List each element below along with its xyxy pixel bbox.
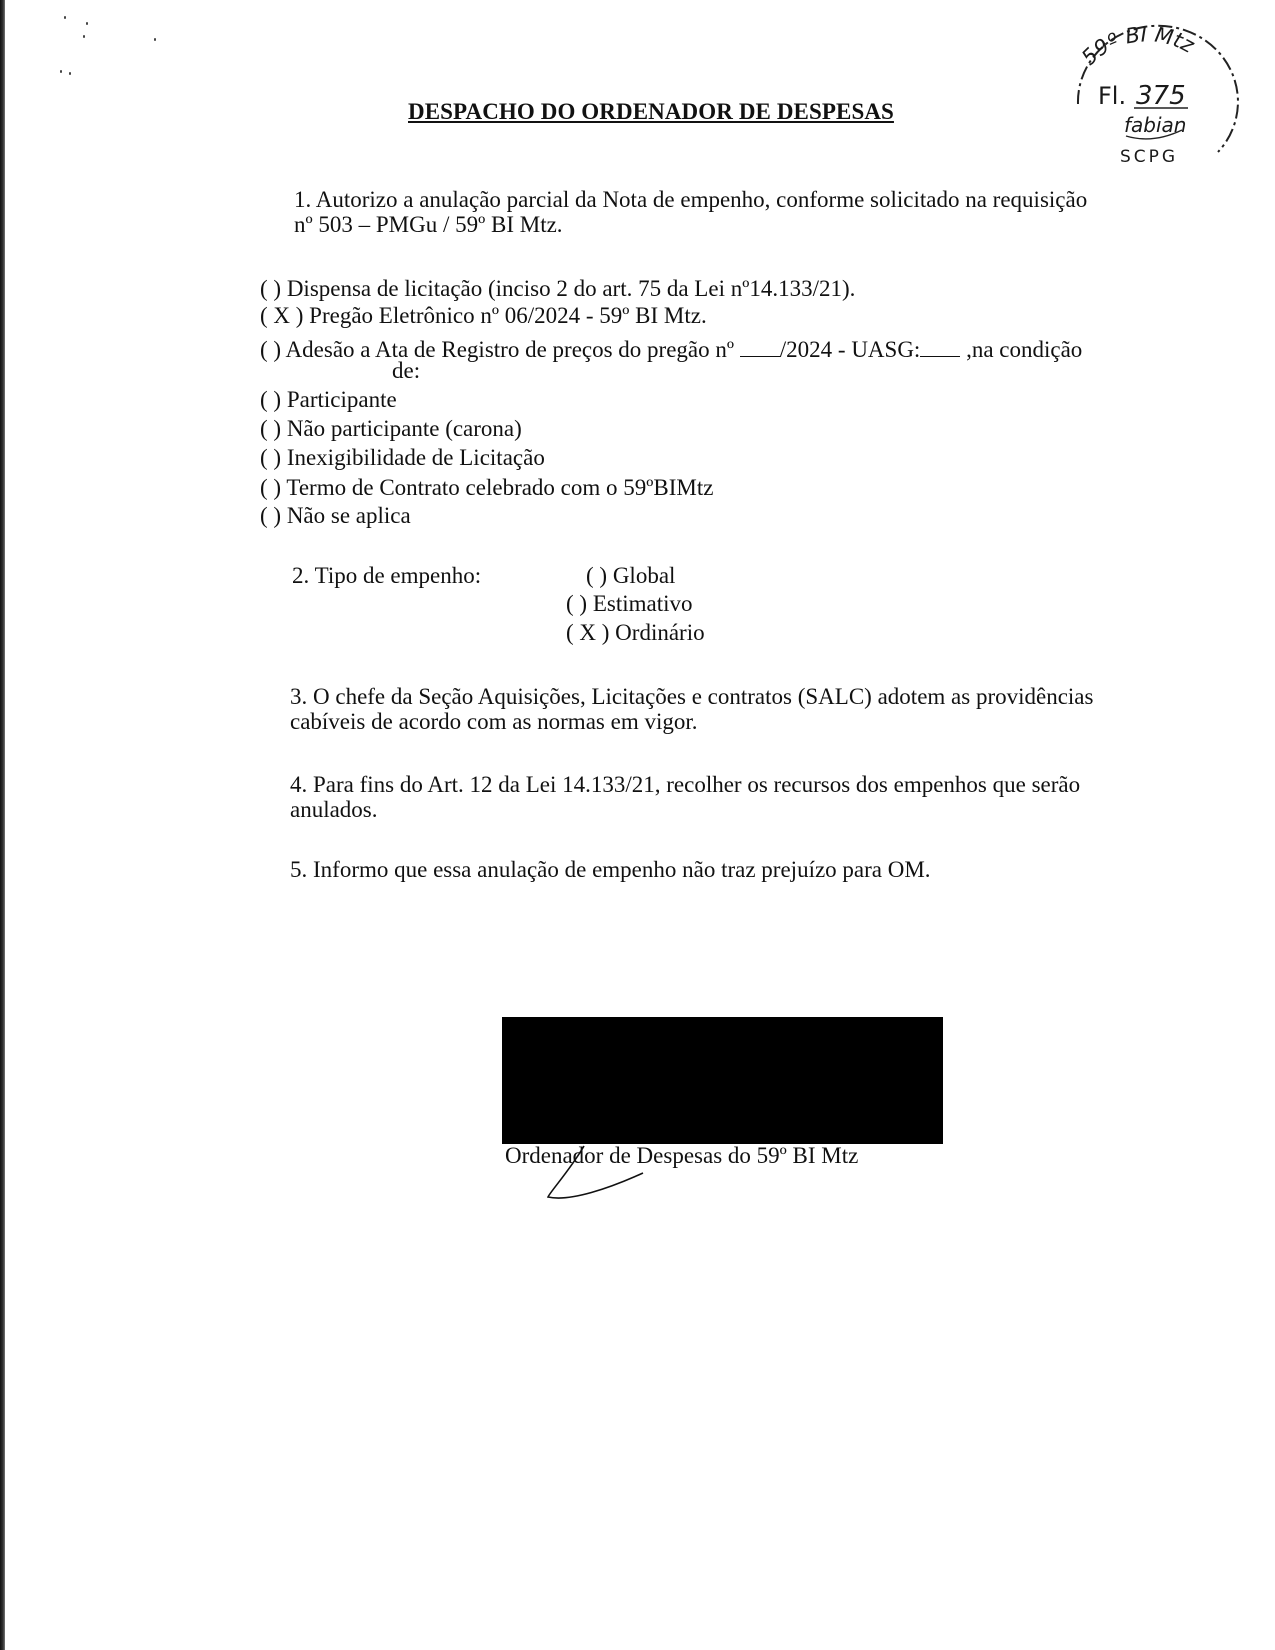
check-adesao <box>260 337 1082 363</box>
item-1-text: 1. Autorizo a anulação parcial da Nota de empenho, conforme solicitado na requisição <box>294 187 1088 212</box>
tipo-estimativo: ( ) Estimativo <box>566 591 693 616</box>
check-adesao-mid: /2024 - UASG: <box>779 337 921 362</box>
blank-uasg <box>920 338 960 357</box>
document-title: DESPACHO DO ORDENADOR DE DESPESAS <box>408 99 894 124</box>
tipo-ordinario: ( X ) Ordinário <box>566 620 705 645</box>
check-participante: ( ) Participante <box>260 387 397 412</box>
scan-speck <box>60 70 62 73</box>
check-termo: ( ) Termo de Contrato celebrado com o 59ºBIMtz <box>260 475 714 500</box>
stamp-folio-label: Fl. <box>1098 82 1127 110</box>
scan-speck <box>64 16 66 19</box>
item-4-text-cont: anulados. <box>290 797 378 822</box>
scan-speck <box>86 22 88 25</box>
stamp-seal-text: 59º BI Mtz <box>1076 22 1199 70</box>
redacted-signature-area <box>502 1017 943 1144</box>
stamp-footer: SCPG <box>1120 147 1179 167</box>
check-adesao-cont: de: <box>392 358 421 383</box>
item-4 <box>290 772 1180 822</box>
blank-pregao-number <box>740 338 780 357</box>
stamp-folio-number: 375 <box>1136 81 1186 111</box>
item-5-text: 5. Informo que essa anulação de empenho não traz prejuízo para OM. <box>290 857 931 882</box>
check-adesao-end: ,na condição <box>960 337 1083 362</box>
signature-scribble <box>540 1140 650 1205</box>
item-5 <box>290 857 1180 882</box>
check-inexigibilidade: ( ) Inexigibilidade de Licitação <box>260 445 545 470</box>
folio-stamp <box>1058 12 1243 182</box>
check-nao-participante: ( ) Não participante (carona) <box>260 416 522 441</box>
item-1 <box>294 187 1174 237</box>
item-4-text: 4. Para fins do Art. 12 da Lei 14.133/21, recolher os recursos dos empenhos que serão <box>290 772 1081 797</box>
stamp-signature: fabian <box>1124 113 1187 137</box>
item-3-text-cont: cabíveis de acordo com as normas em vigor. <box>290 709 698 734</box>
item-3-text: 3. O chefe da Seção Aquisições, Licitações e contratos (SALC) adotem as providências <box>290 684 1094 709</box>
check-adesao-start: ( ) Adesão a Ata de Registro de preços do pregão nº <box>260 337 740 362</box>
check-pregao: ( X ) Pregão Eletrônico nº 06/2024 - 59º BI Mtz. <box>260 303 707 328</box>
scan-speck <box>69 72 71 75</box>
signature-caption: Ordenador de Despesas do 59º BI Mtz <box>505 1143 859 1168</box>
item-3 <box>290 684 1180 734</box>
item-1-text-cont: nº 503 – PMGu / 59º BI Mtz. <box>294 212 563 237</box>
scan-speck <box>154 38 156 41</box>
check-dispensa: ( ) Dispensa de licitação (inciso 2 do art. 75 da Lei nº14.133/21). <box>260 276 856 301</box>
scan-edge <box>0 0 5 1650</box>
tipo-global: ( ) Global <box>586 563 676 588</box>
check-nao-aplica: ( ) Não se aplica <box>260 503 411 528</box>
scan-speck <box>83 35 85 38</box>
item-2-label: 2. Tipo de empenho: <box>292 563 482 588</box>
